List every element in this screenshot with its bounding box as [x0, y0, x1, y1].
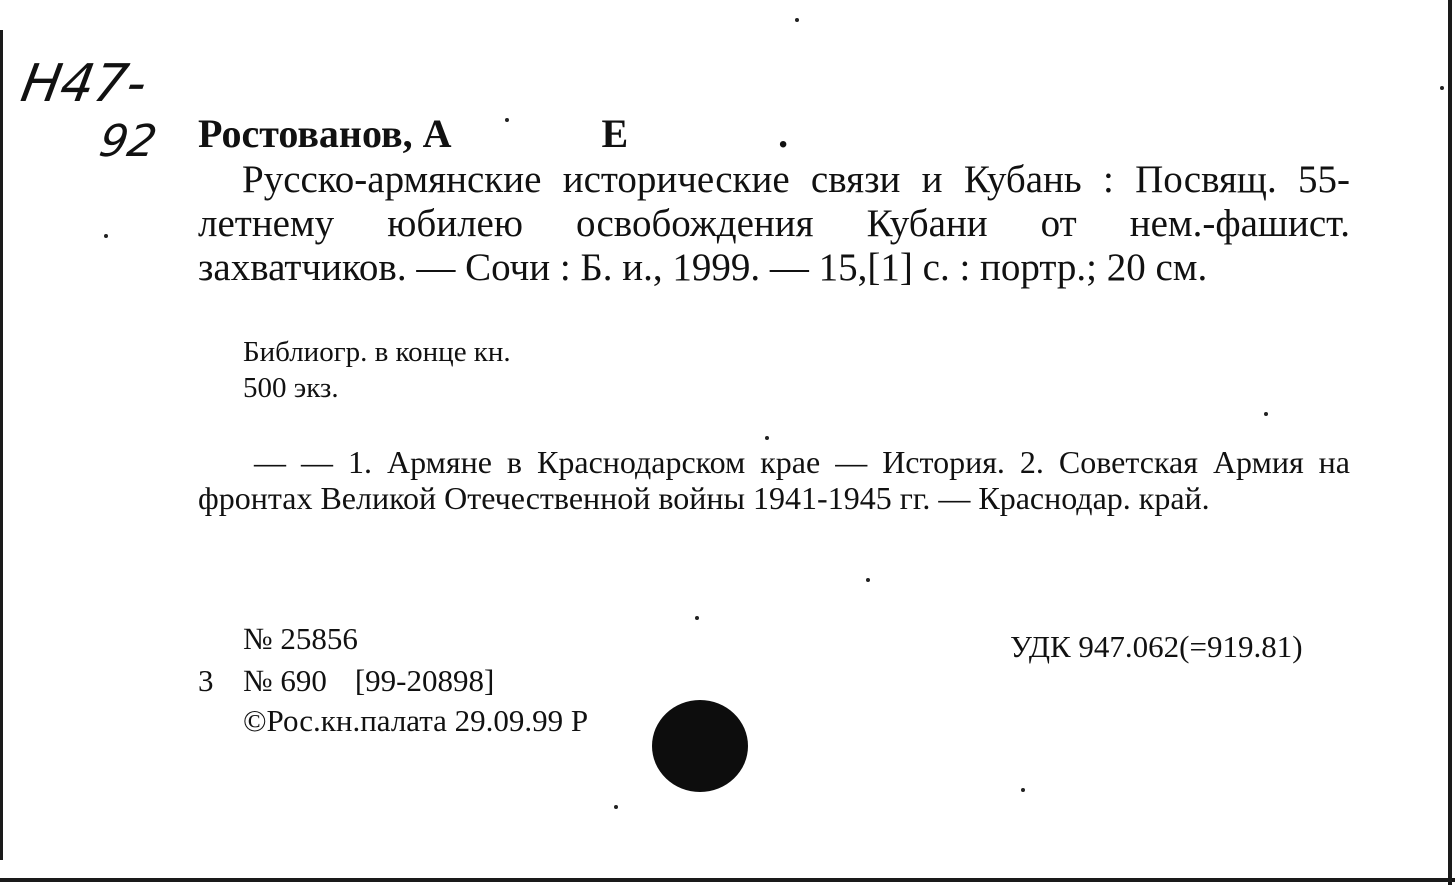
author-name: Ростованов, А — [198, 111, 452, 156]
dust-speck — [614, 805, 618, 809]
author-heading-dot: . — [778, 111, 789, 156]
subject-headings: — — 1. Армяне в Краснодарском крае — История. 2. Советская Армия на фронтах Великой Отечественной войны 1941-1945 гг. — Краснодар. край. — [198, 444, 1350, 516]
dust-speck — [1021, 788, 1025, 792]
order-number: № 690 — [243, 663, 327, 698]
dust-speck — [505, 118, 509, 122]
copyright-line: ©Рос.кн.палата 29.09.99 Р — [243, 703, 589, 738]
author-middle-initial: Е — [601, 111, 629, 156]
accession-number: № 25856 — [243, 621, 358, 656]
dust-speck — [866, 578, 870, 582]
card-edge-right — [1448, 0, 1452, 885]
note-bibliography: Библиогр. в конце кн. — [243, 336, 511, 368]
author-heading — [198, 110, 788, 158]
udc-code: УДК 947.062(=919.81) — [1010, 629, 1303, 664]
handwritten-call-number-line2: 92 — [95, 116, 161, 167]
card-edge-bottom — [0, 878, 1455, 882]
dust-speck — [1440, 86, 1444, 90]
card-edge-left — [0, 30, 3, 860]
registration-number: [99-20898] — [354, 663, 495, 698]
handwritten-call-number-line1: H47- — [16, 54, 152, 114]
dust-speck — [104, 234, 108, 238]
dust-speck — [695, 616, 699, 620]
notes — [243, 334, 511, 406]
ink-blot — [652, 700, 748, 792]
dust-speck — [1264, 412, 1268, 416]
dust-speck — [795, 18, 799, 22]
order-row — [198, 662, 494, 700]
order-letter: 3 — [198, 663, 214, 698]
note-print-run: 500 экз. — [243, 372, 339, 404]
dust-speck — [765, 436, 769, 440]
bibliographic-description: Русско-армянские исторические связи и Кубань : Посвящ. 55-летнему юбилею освобождения Кубани от нем.-фашист. захватчиков. — Сочи : Б. и., 1999. — 15,[1] с. : портр.; 20 см. — [198, 158, 1350, 289]
